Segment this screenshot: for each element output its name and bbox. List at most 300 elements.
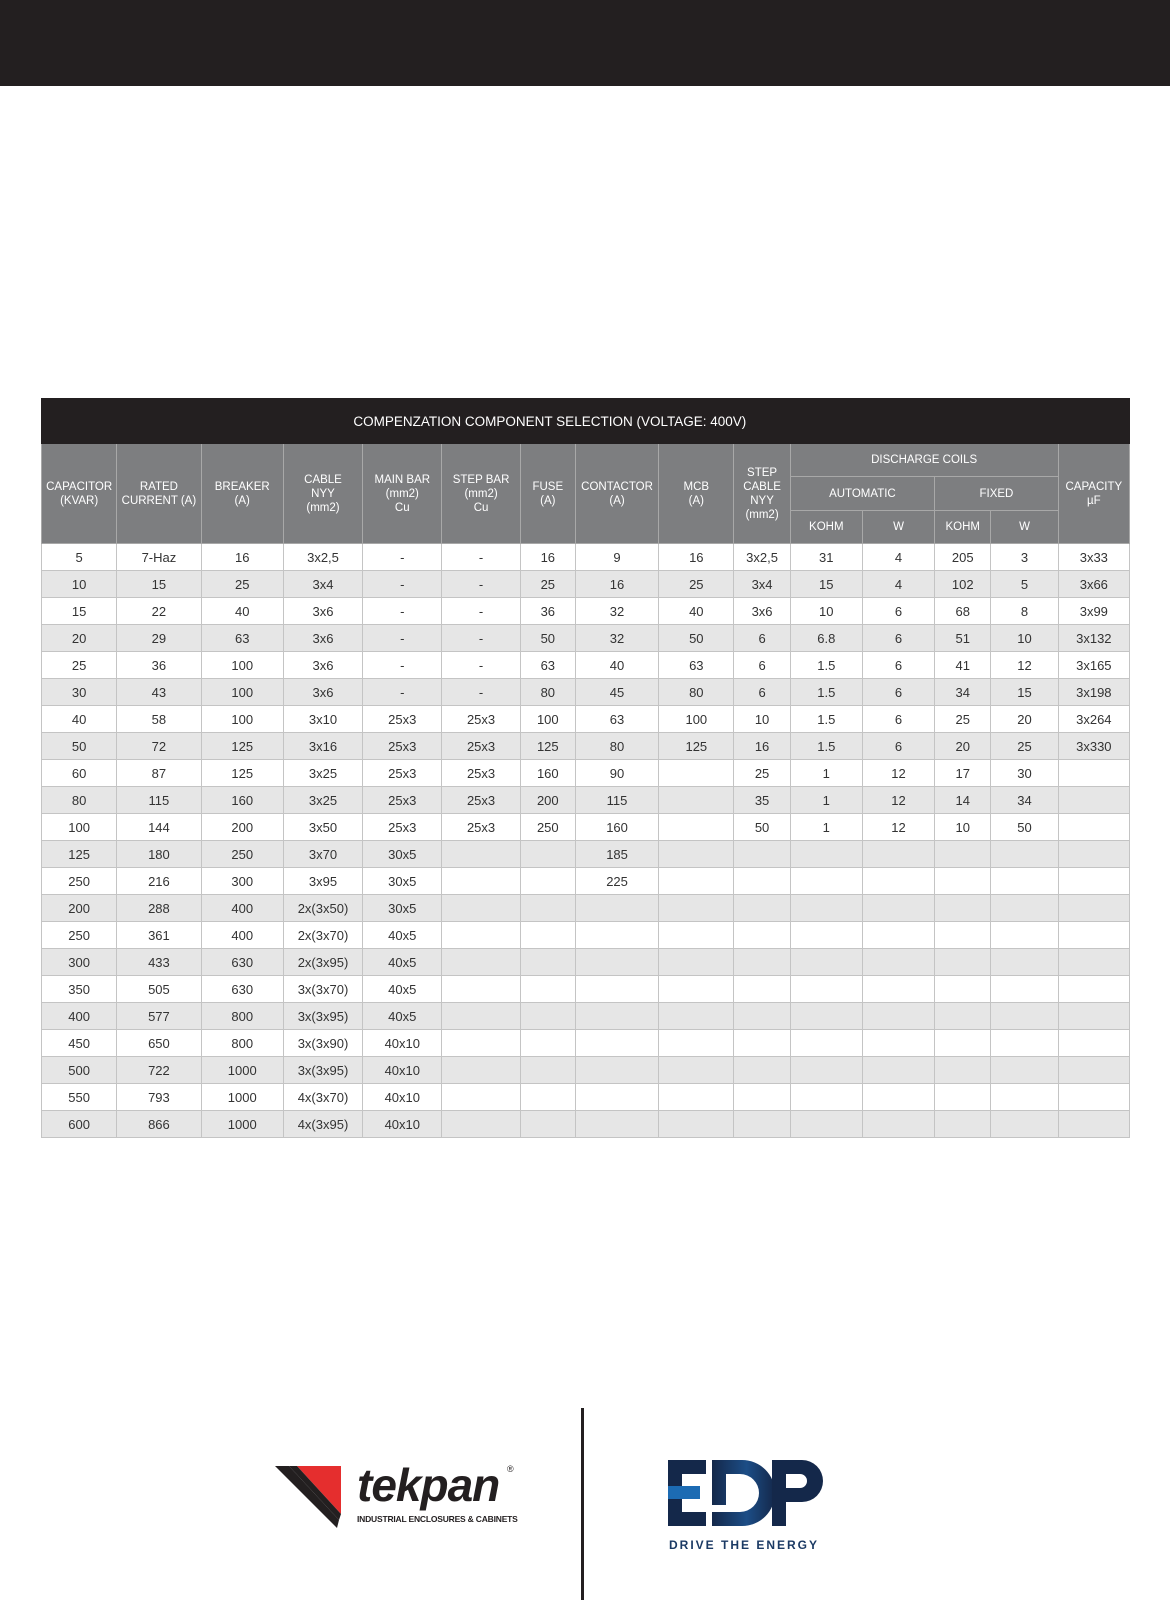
- table-cell: 300: [42, 949, 117, 976]
- table-row: [42, 787, 1130, 814]
- table-cell: 600: [42, 1111, 117, 1138]
- table-cell: [790, 1111, 862, 1138]
- table-cell: 3x(3x95): [283, 1003, 362, 1030]
- table-cell: 40x5: [363, 976, 442, 1003]
- table-cell: 3x132: [1058, 625, 1129, 652]
- table-cell: 3x(3x95): [283, 1057, 362, 1084]
- table-cell: 6.8: [790, 625, 862, 652]
- table-cell: [659, 841, 734, 868]
- table-cell: 4x(3x70): [283, 1084, 362, 1111]
- table-cell: 160: [201, 787, 283, 814]
- table-cell: 400: [201, 922, 283, 949]
- table-cell: 12: [862, 787, 934, 814]
- table-cell: 32: [575, 625, 658, 652]
- table-cell: 40x10: [363, 1030, 442, 1057]
- table-cell: [991, 922, 1058, 949]
- table-cell: [659, 1084, 734, 1111]
- table-cell: 40: [575, 652, 658, 679]
- table-cell: [734, 976, 790, 1003]
- table-cell: [935, 841, 991, 868]
- table-cell: 40: [42, 706, 117, 733]
- table-row: [42, 1003, 1130, 1030]
- table-cell: 3x(3x70): [283, 976, 362, 1003]
- table-cell: 630: [201, 949, 283, 976]
- table-cell: -: [363, 544, 442, 571]
- table-cell: [862, 895, 934, 922]
- table-cell: [991, 841, 1058, 868]
- table-cell: 1: [790, 760, 862, 787]
- table-cell: [734, 1111, 790, 1138]
- table-cell: 3x2,5: [734, 544, 790, 571]
- table-cell: 800: [201, 1003, 283, 1030]
- table-cell: [442, 1057, 520, 1084]
- table-cell: 722: [117, 1057, 201, 1084]
- table-cell: [575, 922, 658, 949]
- table-cell: 50: [991, 814, 1058, 841]
- table-cell: 36: [117, 652, 201, 679]
- table-cell: 433: [117, 949, 201, 976]
- table-cell: [935, 1030, 991, 1057]
- table-cell: 12: [862, 760, 934, 787]
- table-cell: 1.5: [790, 679, 862, 706]
- component-selection-table-wrapper: [41, 398, 1130, 1138]
- table-cell: 505: [117, 976, 201, 1003]
- table-cell: 3x6: [734, 598, 790, 625]
- table-cell: 25x3: [442, 706, 520, 733]
- table-cell: -: [442, 679, 520, 706]
- table-cell: [790, 1003, 862, 1030]
- table-cell: 250: [520, 814, 575, 841]
- table-cell: [575, 1111, 658, 1138]
- table-cell: [935, 1111, 991, 1138]
- table-cell: [862, 922, 934, 949]
- table-cell: 3x70: [283, 841, 362, 868]
- table-cell: 6: [734, 625, 790, 652]
- table-cell: 100: [42, 814, 117, 841]
- table-cell: [1058, 1111, 1129, 1138]
- table-cell: [734, 868, 790, 895]
- table-cell: 80: [659, 679, 734, 706]
- table-cell: 40: [201, 598, 283, 625]
- table-cell: 350: [42, 976, 117, 1003]
- table-cell: 1.5: [790, 733, 862, 760]
- table-row: [42, 733, 1130, 760]
- table-cell: [790, 949, 862, 976]
- table-cell: 160: [520, 760, 575, 787]
- header-fixed: FIXED: [935, 477, 1059, 511]
- table-cell: 25x3: [363, 760, 442, 787]
- table-cell: 205: [935, 544, 991, 571]
- table-cell: 3x4: [734, 571, 790, 598]
- table-cell: 6: [862, 733, 934, 760]
- table-row: [42, 1084, 1130, 1111]
- table-cell: [991, 895, 1058, 922]
- table-cell: 25x3: [442, 760, 520, 787]
- table-cell: [575, 1003, 658, 1030]
- table-cell: 125: [520, 733, 575, 760]
- table-cell: 15: [991, 679, 1058, 706]
- table-cell: [862, 868, 934, 895]
- table-cell: 10: [42, 571, 117, 598]
- table-cell: 1: [790, 814, 862, 841]
- table-row: [42, 652, 1130, 679]
- table-cell: 3x33: [1058, 544, 1129, 571]
- table-cell: 1000: [201, 1057, 283, 1084]
- header-cable: CABLE NYY (mm2): [283, 444, 362, 544]
- table-cell: 25: [659, 571, 734, 598]
- table-cell: 866: [117, 1111, 201, 1138]
- table-cell: 31: [790, 544, 862, 571]
- table-cell: [442, 895, 520, 922]
- table-cell: [659, 760, 734, 787]
- table-cell: [442, 1003, 520, 1030]
- table-cell: 68: [935, 598, 991, 625]
- table-cell: [935, 1003, 991, 1030]
- table-cell: -: [363, 679, 442, 706]
- table-cell: 58: [117, 706, 201, 733]
- table-cell: 125: [659, 733, 734, 760]
- table-cell: 1.5: [790, 706, 862, 733]
- table-cell: 793: [117, 1084, 201, 1111]
- table-cell: 160: [575, 814, 658, 841]
- table-row: [42, 544, 1130, 571]
- table-cell: 25x3: [363, 733, 442, 760]
- table-cell: [1058, 922, 1129, 949]
- table-cell: [575, 1057, 658, 1084]
- tekpan-logo: [275, 1459, 525, 1534]
- table-row: [42, 814, 1130, 841]
- table-cell: 3x6: [283, 652, 362, 679]
- table-cell: [520, 922, 575, 949]
- table-cell: 400: [201, 895, 283, 922]
- table-cell: 50: [42, 733, 117, 760]
- table-cell: [935, 949, 991, 976]
- table-cell: 36: [520, 598, 575, 625]
- table-cell: -: [363, 652, 442, 679]
- table-cell: [734, 1030, 790, 1057]
- table-cell: 80: [42, 787, 117, 814]
- table-cell: 25: [42, 652, 117, 679]
- header-fuse: FUSE (A): [520, 444, 575, 544]
- table-cell: 3x25: [283, 787, 362, 814]
- table-cell: 45: [575, 679, 658, 706]
- table-cell: 2x(3x70): [283, 922, 362, 949]
- table-cell: 100: [201, 679, 283, 706]
- table-cell: 25x3: [442, 733, 520, 760]
- table-cell: 185: [575, 841, 658, 868]
- table-cell: [520, 895, 575, 922]
- table-cell: 20: [991, 706, 1058, 733]
- table-cell: 1.5: [790, 652, 862, 679]
- table-cell: 6: [862, 598, 934, 625]
- table-row: [42, 679, 1130, 706]
- table-cell: 1000: [201, 1084, 283, 1111]
- table-cell: 90: [575, 760, 658, 787]
- table-cell: [734, 922, 790, 949]
- table-cell: 20: [935, 733, 991, 760]
- table-cell: 125: [201, 733, 283, 760]
- table-cell: [659, 1111, 734, 1138]
- table-cell: [790, 1030, 862, 1057]
- logo-divider: [581, 1408, 584, 1600]
- table-cell: 50: [734, 814, 790, 841]
- table-cell: 115: [117, 787, 201, 814]
- header-automatic-kohm: KOHM: [790, 511, 862, 544]
- header-contactor: CONTACTOR (A): [575, 444, 658, 544]
- table-cell: 25: [734, 760, 790, 787]
- table-cell: [1058, 976, 1129, 1003]
- table-cell: 250: [42, 922, 117, 949]
- table-cell: 115: [575, 787, 658, 814]
- table-cell: 3x330: [1058, 733, 1129, 760]
- table-cell: 650: [117, 1030, 201, 1057]
- table-cell: 288: [117, 895, 201, 922]
- header-automatic-w: W: [862, 511, 934, 544]
- tekpan-mark-icon: [275, 1464, 355, 1528]
- table-cell: 3x95: [283, 868, 362, 895]
- table-cell: [659, 1030, 734, 1057]
- table-cell: [520, 868, 575, 895]
- table-cell: 25: [520, 571, 575, 598]
- table-cell: [659, 949, 734, 976]
- table-cell: [790, 976, 862, 1003]
- table-cell: [659, 895, 734, 922]
- table-cell: 1000: [201, 1111, 283, 1138]
- table-cell: 15: [117, 571, 201, 598]
- table-cell: 3x2,5: [283, 544, 362, 571]
- tekpan-wordmark: tekpan: [357, 1459, 500, 1511]
- table-cell: 100: [520, 706, 575, 733]
- header-rated-current: RATED CURRENT (A): [117, 444, 201, 544]
- table-cell: [935, 1057, 991, 1084]
- table-cell: 3x4: [283, 571, 362, 598]
- table-cell: [520, 976, 575, 1003]
- table-cell: [442, 1084, 520, 1111]
- table-cell: [575, 1084, 658, 1111]
- table-cell: [659, 1057, 734, 1084]
- table-cell: 200: [42, 895, 117, 922]
- table-cell: 2x(3x50): [283, 895, 362, 922]
- table-cell: 102: [935, 571, 991, 598]
- table-cell: [991, 868, 1058, 895]
- table-cell: [862, 1111, 934, 1138]
- table-cell: 16: [201, 544, 283, 571]
- edp-tagline: DRIVE THE ENERGY: [669, 1538, 820, 1552]
- table-cell: [1058, 814, 1129, 841]
- table-cell: [520, 1084, 575, 1111]
- table-cell: 40x5: [363, 949, 442, 976]
- table-cell: 180: [117, 841, 201, 868]
- table-cell: [935, 868, 991, 895]
- table-cell: 630: [201, 976, 283, 1003]
- table-cell: 6: [862, 625, 934, 652]
- table-row: [42, 598, 1130, 625]
- title-blank-cell: [1058, 399, 1129, 444]
- table-cell: [935, 1084, 991, 1111]
- table-cell: [659, 814, 734, 841]
- table-cell: 8: [991, 598, 1058, 625]
- table-cell: 10: [935, 814, 991, 841]
- table-cell: 51: [935, 625, 991, 652]
- table-row: [42, 625, 1130, 652]
- table-cell: [790, 895, 862, 922]
- table-cell: [575, 1030, 658, 1057]
- table-row: [42, 976, 1130, 1003]
- table-cell: 3x10: [283, 706, 362, 733]
- table-cell: [442, 922, 520, 949]
- table-cell: 6: [734, 652, 790, 679]
- table-cell: [575, 976, 658, 1003]
- table-cell: [520, 1003, 575, 1030]
- table-cell: [1058, 841, 1129, 868]
- table-cell: 4x(3x95): [283, 1111, 362, 1138]
- table-cell: [659, 976, 734, 1003]
- table-cell: 125: [42, 841, 117, 868]
- table-cell: 30x5: [363, 841, 442, 868]
- table-cell: [734, 949, 790, 976]
- table-cell: 25x3: [442, 814, 520, 841]
- table-row: [42, 922, 1130, 949]
- table-cell: 16: [659, 544, 734, 571]
- table-cell: [935, 922, 991, 949]
- table-cell: 10: [991, 625, 1058, 652]
- table-cell: [520, 841, 575, 868]
- table-cell: 300: [201, 868, 283, 895]
- table-cell: 400: [42, 1003, 117, 1030]
- table-title: COMPENZATION COMPONENT SELECTION (VOLTAGE: 400V): [42, 399, 1059, 444]
- table-cell: 3x6: [283, 625, 362, 652]
- table-cell: [1058, 895, 1129, 922]
- header-step-bar: STEP BAR (mm2) Cu: [442, 444, 520, 544]
- header-mcb: MCB (A): [659, 444, 734, 544]
- table-cell: 14: [935, 787, 991, 814]
- table-cell: 32: [575, 598, 658, 625]
- table-cell: 25: [991, 733, 1058, 760]
- table-row: [42, 895, 1130, 922]
- table-cell: [1058, 787, 1129, 814]
- table-cell: 6: [862, 652, 934, 679]
- table-cell: 216: [117, 868, 201, 895]
- table-cell: 3x(3x90): [283, 1030, 362, 1057]
- top-banner: [0, 0, 1170, 86]
- table-cell: 20: [42, 625, 117, 652]
- table-cell: [442, 949, 520, 976]
- table-cell: 15: [42, 598, 117, 625]
- table-cell: 15: [790, 571, 862, 598]
- table-cell: 80: [520, 679, 575, 706]
- edp-wordmark-icon: [668, 1460, 828, 1530]
- table-cell: 3x99: [1058, 598, 1129, 625]
- table-cell: 4: [862, 571, 934, 598]
- table-cell: 3x165: [1058, 652, 1129, 679]
- table-cell: 1: [790, 787, 862, 814]
- table-row: [42, 841, 1130, 868]
- table-cell: [1058, 1057, 1129, 1084]
- table-cell: 30x5: [363, 895, 442, 922]
- table-cell: 6: [862, 706, 934, 733]
- table-cell: [1058, 949, 1129, 976]
- table-cell: 125: [201, 760, 283, 787]
- table-cell: [790, 1057, 862, 1084]
- table-cell: 29: [117, 625, 201, 652]
- table-cell: 12: [991, 652, 1058, 679]
- table-cell: [991, 1084, 1058, 1111]
- component-selection-table: [41, 398, 1130, 1138]
- header-fixed-kohm: KOHM: [935, 511, 991, 544]
- table-cell: 63: [575, 706, 658, 733]
- table-cell: 3x264: [1058, 706, 1129, 733]
- table-cell: 4: [862, 544, 934, 571]
- table-cell: 200: [201, 814, 283, 841]
- table-cell: 225: [575, 868, 658, 895]
- table-cell: [935, 976, 991, 1003]
- table-cell: [1058, 1030, 1129, 1057]
- table-cell: [734, 895, 790, 922]
- table-cell: -: [442, 625, 520, 652]
- table-cell: [520, 949, 575, 976]
- table-cell: 3x66: [1058, 571, 1129, 598]
- table-cell: [991, 1057, 1058, 1084]
- footer-logos: [0, 1408, 1170, 1600]
- header-capacity: CAPACITY µF: [1058, 444, 1129, 544]
- table-cell: [862, 1003, 934, 1030]
- table-cell: -: [442, 544, 520, 571]
- table-cell: [935, 895, 991, 922]
- table-cell: 41: [935, 652, 991, 679]
- table-body: [42, 544, 1130, 1138]
- table-cell: 3x6: [283, 679, 362, 706]
- table-cell: 25: [201, 571, 283, 598]
- table-cell: 35: [734, 787, 790, 814]
- table-cell: 9: [575, 544, 658, 571]
- table-row: [42, 571, 1130, 598]
- table-cell: 6: [734, 679, 790, 706]
- table-cell: 3x198: [1058, 679, 1129, 706]
- table-cell: [862, 1057, 934, 1084]
- table-cell: 34: [935, 679, 991, 706]
- table-cell: 63: [659, 652, 734, 679]
- header-capacitor: CAPACITOR (KVAR): [42, 444, 117, 544]
- table-cell: [862, 1030, 934, 1057]
- table-cell: 10: [790, 598, 862, 625]
- table-cell: 12: [862, 814, 934, 841]
- table-row: [42, 1030, 1130, 1057]
- header-step-cable: STEP CABLE NYY (mm2): [734, 444, 790, 544]
- table-cell: [862, 841, 934, 868]
- header-discharge-coils: DISCHARGE COILS: [790, 444, 1058, 477]
- table-cell: [734, 1084, 790, 1111]
- table-cell: 40x10: [363, 1084, 442, 1111]
- table-cell: -: [442, 571, 520, 598]
- table-cell: 22: [117, 598, 201, 625]
- table-cell: -: [363, 625, 442, 652]
- table-cell: 50: [659, 625, 734, 652]
- table-cell: [862, 1084, 934, 1111]
- table-cell: [790, 868, 862, 895]
- table-cell: [991, 1030, 1058, 1057]
- table-cell: 87: [117, 760, 201, 787]
- table-cell: 30: [42, 679, 117, 706]
- table-cell: 250: [201, 841, 283, 868]
- table-cell: [575, 895, 658, 922]
- table-cell: 100: [659, 706, 734, 733]
- table-cell: -: [442, 598, 520, 625]
- table-cell: 144: [117, 814, 201, 841]
- table-cell: [520, 1111, 575, 1138]
- table-cell: 3x50: [283, 814, 362, 841]
- table-cell: 30x5: [363, 868, 442, 895]
- table-cell: 100: [201, 652, 283, 679]
